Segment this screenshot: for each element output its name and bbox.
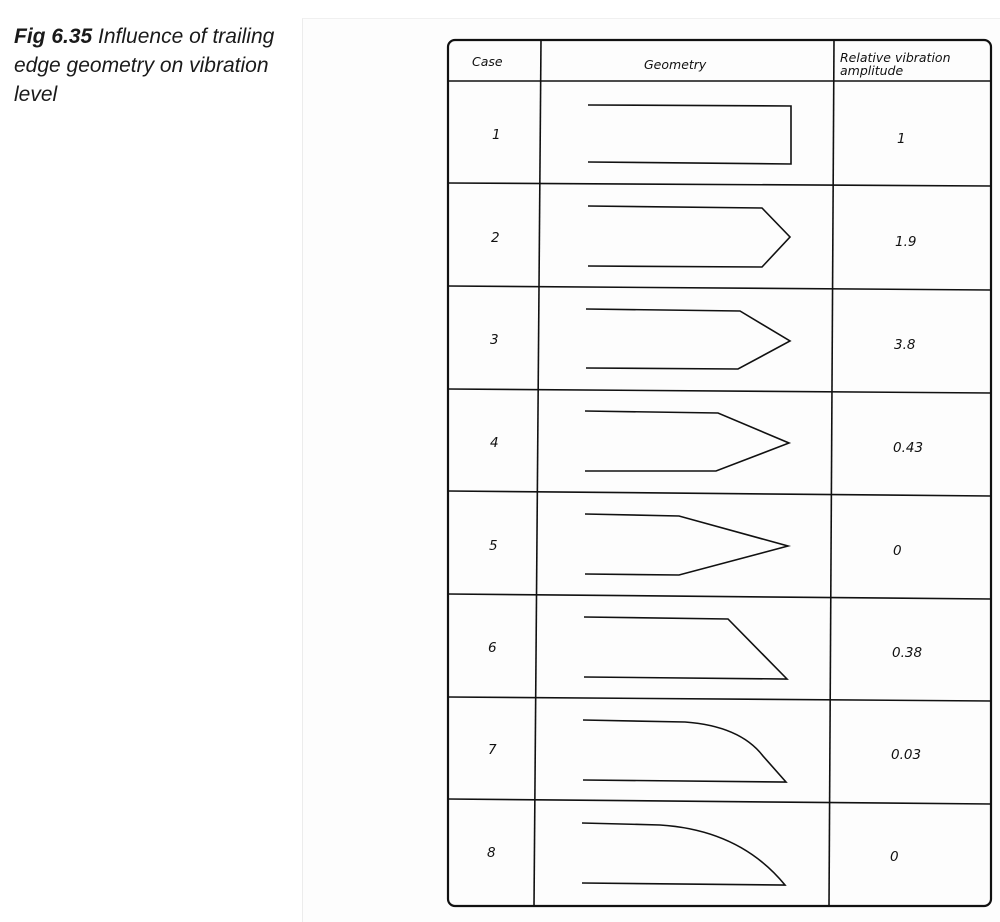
case-number: 7 [488,742,497,758]
case-number: 5 [489,538,498,554]
table-row [489,514,902,575]
case-number: 3 [490,332,499,348]
amplitude-value: 0.03 [891,747,922,763]
table-row [490,411,923,471]
geometry-wedge-icon [586,309,790,369]
header-case: Case [472,54,503,69]
table-row [491,206,916,267]
geometry-square-edge-icon [588,105,791,164]
header-amplitude-line2: amplitude [840,63,904,78]
geometry-long-wedge-icon [585,411,789,471]
table-row [487,823,899,885]
geometry-sharp-point-icon [585,514,788,575]
geometry-blunt-chamfer-icon [588,206,790,267]
table-row [492,105,906,164]
case-number: 6 [488,640,497,656]
case-number: 4 [490,435,499,451]
header-geometry: Geometry [644,57,707,72]
column-divider-case [534,40,541,906]
table-row [488,617,922,679]
amplitude-value: 0.43 [893,440,924,456]
header-amplitude-line1: Relative vibration [840,50,951,65]
geometry-bevel-icon [584,617,787,679]
amplitude-value: 0 [890,849,899,865]
column-divider-geometry [829,40,834,906]
table-frame [448,40,991,906]
amplitude-value: 1 [897,131,906,147]
case-number: 1 [492,127,501,143]
figure-caption-text: Influence of trailing edge geometry on vibration level [14,25,275,106]
table-row [488,720,921,782]
geometry-rounded-bevel-icon [583,720,786,782]
amplitude-value: 3.8 [894,337,916,353]
table-row [490,309,915,369]
amplitude-value: 1.9 [895,234,917,250]
case-number: 2 [491,230,500,246]
amplitude-value: 0 [893,543,902,559]
case-number: 8 [487,845,496,861]
figure-number: Fig 6.35 [14,25,93,48]
amplitude-value: 0.38 [892,645,923,661]
geometry-curved-edge-icon [582,823,785,885]
